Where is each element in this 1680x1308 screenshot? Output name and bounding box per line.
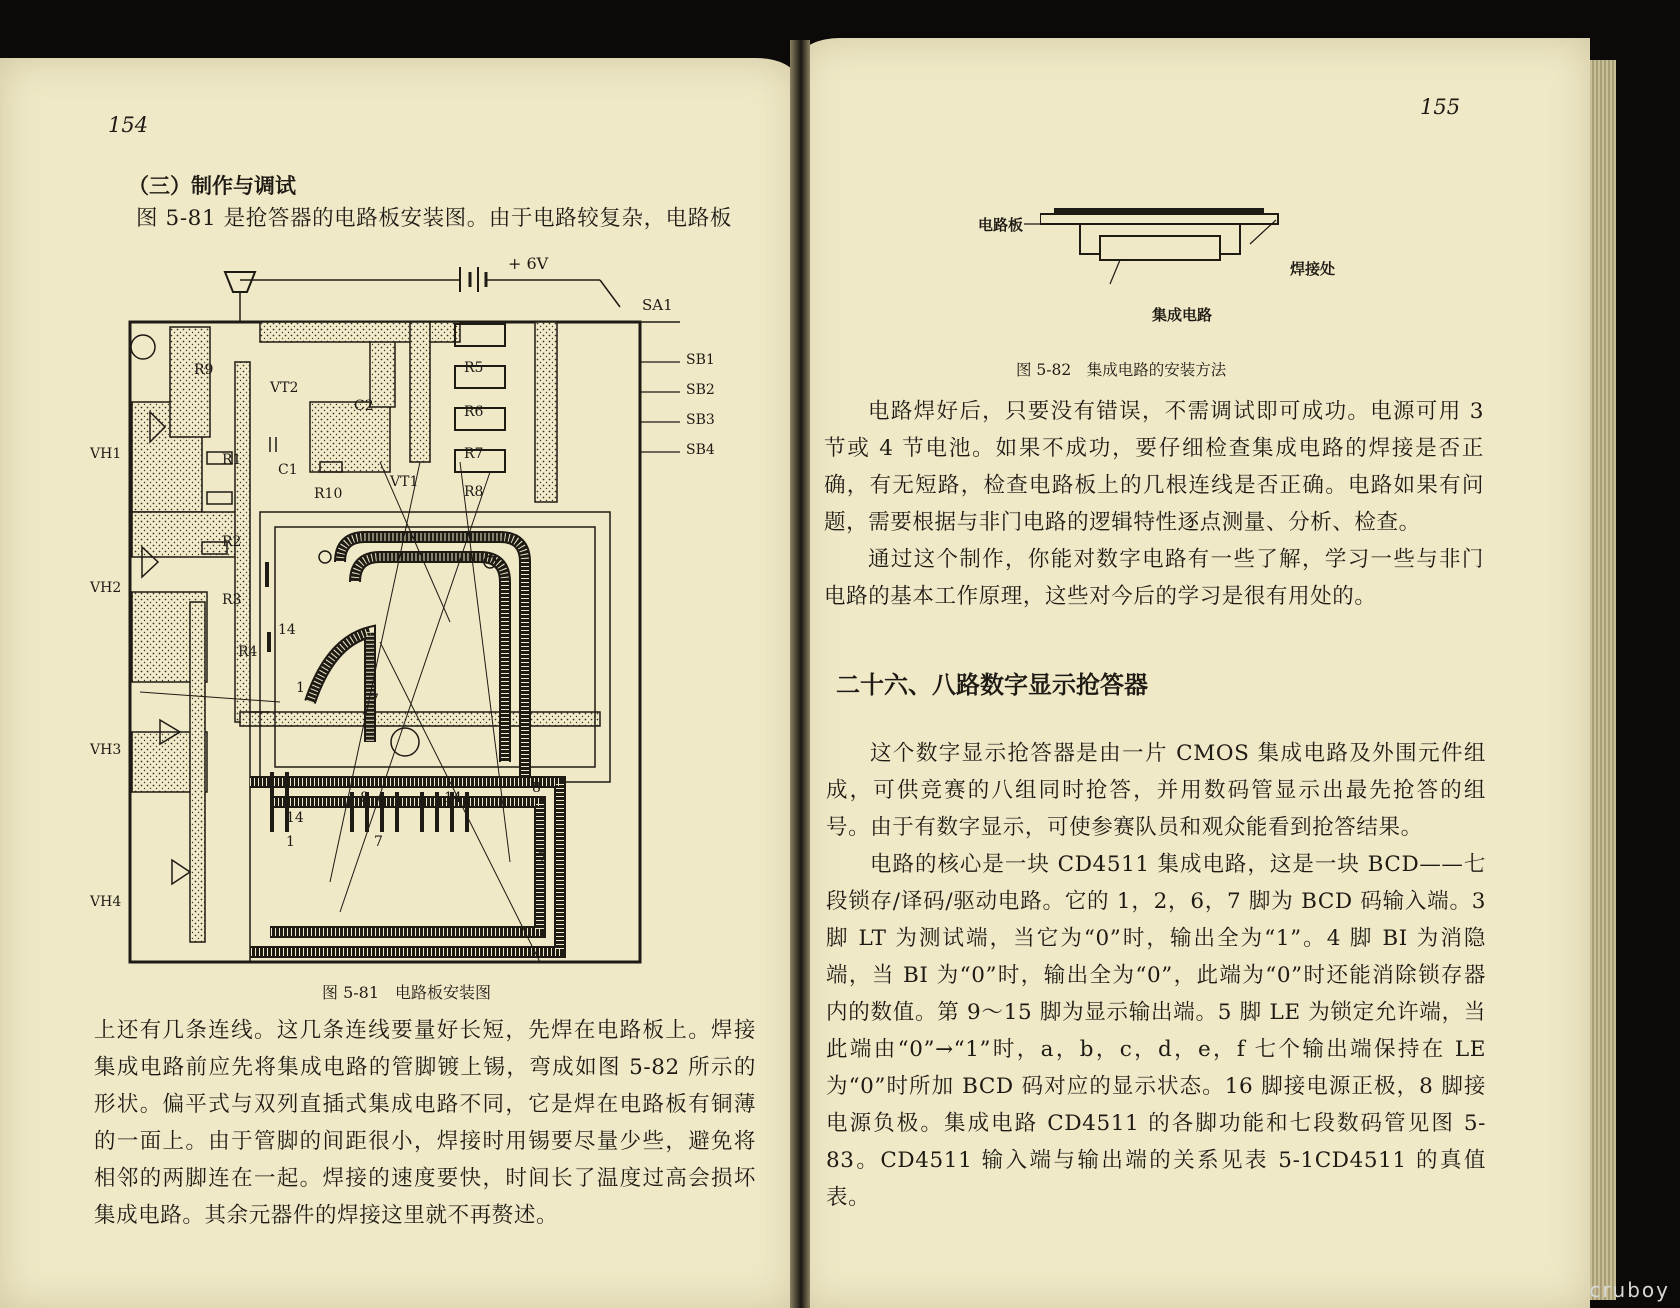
label-pin-1b: 1 xyxy=(286,834,295,850)
board-pointer-line xyxy=(1024,222,1044,226)
label-pin-14a: 14 xyxy=(278,622,296,638)
page-number-left: 154 xyxy=(108,113,149,137)
label-r9: R9 xyxy=(194,362,214,378)
label-power: + 6V xyxy=(508,254,549,273)
section-heading-left: （三）制作与调试 xyxy=(128,174,296,198)
watermark: cruboy xyxy=(1589,1278,1670,1302)
circuit-board-figure xyxy=(80,262,680,972)
label-pin-14b: 14 xyxy=(444,790,462,806)
label-solder-point: 焊接处 xyxy=(1290,260,1336,278)
book-gutter xyxy=(790,40,810,1308)
label-r2: R2 xyxy=(222,534,242,550)
label-vh3: VH3 xyxy=(90,742,122,758)
label-r1: R1 xyxy=(222,452,242,468)
label-r3: R3 xyxy=(222,592,242,608)
paragraph-1: 电路焊好后，只要没有错误，不需调试即可成功。电源可用 3 节或 4 节电池。如果不成功，要仔细检查集成电路的焊接是否正确，有无短路，检查电路板上的几根连线是否正确。电路如果有问题，需要根据与非门电路的逻辑特性逐点测量、分析、检查。 xyxy=(824,399,1484,535)
label-ic: 集成电路 xyxy=(1152,306,1213,324)
label-circuit-board: 电路板 xyxy=(978,216,1024,234)
label-pin-8b: 8 xyxy=(532,780,541,796)
label-vt2: VT2 xyxy=(270,380,299,396)
label-r10: R10 xyxy=(314,486,343,502)
figure-caption-5-81: 图 5-81 电路板安装图 xyxy=(322,983,492,1002)
page-number-right: 155 xyxy=(1420,95,1461,119)
left-body-text: 上还有几条连线。这几条连线要量好长短，先焊在电路板上。焊接集成电路前应先将集成电路的管脚镀上锡，弯成如图 5-82 所示的形状。偏平式与双列直插式集成电路不同，它是焊在电路板有铜薄的一面上。由于管脚的间距很小，焊接时用锡要尽量少些，避免将相邻的两脚连在一起。焊接的速度要快，时间长了温度过高会损坏集成电路。其余元器件的焊接这里就不再赘述。 xyxy=(94,1018,756,1228)
page-edge xyxy=(1590,60,1616,1300)
label-r8: R8 xyxy=(464,484,484,500)
label-pin-8a: 8 xyxy=(360,790,369,806)
label-pin-7c: 7 xyxy=(538,850,547,866)
label-r5: R5 xyxy=(464,360,484,376)
paragraph-3: 这个数字显示抢答器是由一片 CMOS 集成电路及外围元件组成，可供竞赛的八组同时抢答，并用数码管显示出最先抢答的组号。由于有数字显示，可使参赛队员和观众能看到抢答结果。 xyxy=(826,741,1486,840)
label-r4: R4 xyxy=(238,644,258,660)
section-heading-right: 二十六、八路数字显示抢答器 xyxy=(836,671,1148,699)
label-pin-14c: 14 xyxy=(286,810,304,826)
label-sb3: SB3 xyxy=(686,412,715,428)
label-c1: C1 xyxy=(278,462,298,478)
label-vh2: VH2 xyxy=(90,580,122,596)
intro-line: 图 5-81 是抢答器的电路板安装图。由于电路较复杂，电路板 xyxy=(136,206,732,231)
label-vh1: VH1 xyxy=(90,446,122,462)
label-sb1: SB1 xyxy=(686,352,715,368)
label-sb2: SB2 xyxy=(686,382,715,398)
label-r7: R7 xyxy=(464,446,484,462)
label-pin-7b: 7 xyxy=(374,834,383,850)
label-pin-1a: 1 xyxy=(296,680,305,696)
label-pin-7a: 7 xyxy=(370,692,379,708)
label-c2: C2 xyxy=(354,398,374,414)
label-vt1: VT1 xyxy=(390,474,419,490)
label-sa1: SA1 xyxy=(642,296,673,314)
label-sb4: SB4 xyxy=(686,442,715,458)
label-vh4: VH4 xyxy=(90,894,122,910)
ic-mounting-figure xyxy=(1040,206,1280,286)
paragraph-4: 电路的核心是一块 CD4511 集成电路，这是一块 BCD——七段锁存/译码/驱动电路。它的 1，2，6，7 脚为 BCD 码输入端。3 脚 LT 为测试端，当它为“0”时，输出全为“1”。4 脚 BI 为消隐端，当 BI 为“0”时，输出全为“0”，此端为“0”时还能消除锁存器内的数值。第 9～15 脚为显示输出端。5 脚 LE 为锁定允许端，当此端由“0”→“1”时，a，b，c，d，e，f 七个输出端保持在 LE 为“0”时所加 BCD 码对应的显示状态。16 脚接电源正极，8 脚接电源负极。集成电路 CD4511 的各脚功能和七段数码管见图 5-83。CD4511 输入端与输出端的关系见表 5-1CD4511 的真值表。 xyxy=(826,852,1486,1210)
label-r6: R6 xyxy=(464,404,484,420)
paragraph-2: 通过这个制作，你能对数字电路有一些了解，学习一些与非门电路的基本工作原理，这些对今后的学习是很有用处的。 xyxy=(824,547,1484,609)
figure-caption-5-82: 图 5-82 集成电路的安装方法 xyxy=(1016,361,1227,379)
